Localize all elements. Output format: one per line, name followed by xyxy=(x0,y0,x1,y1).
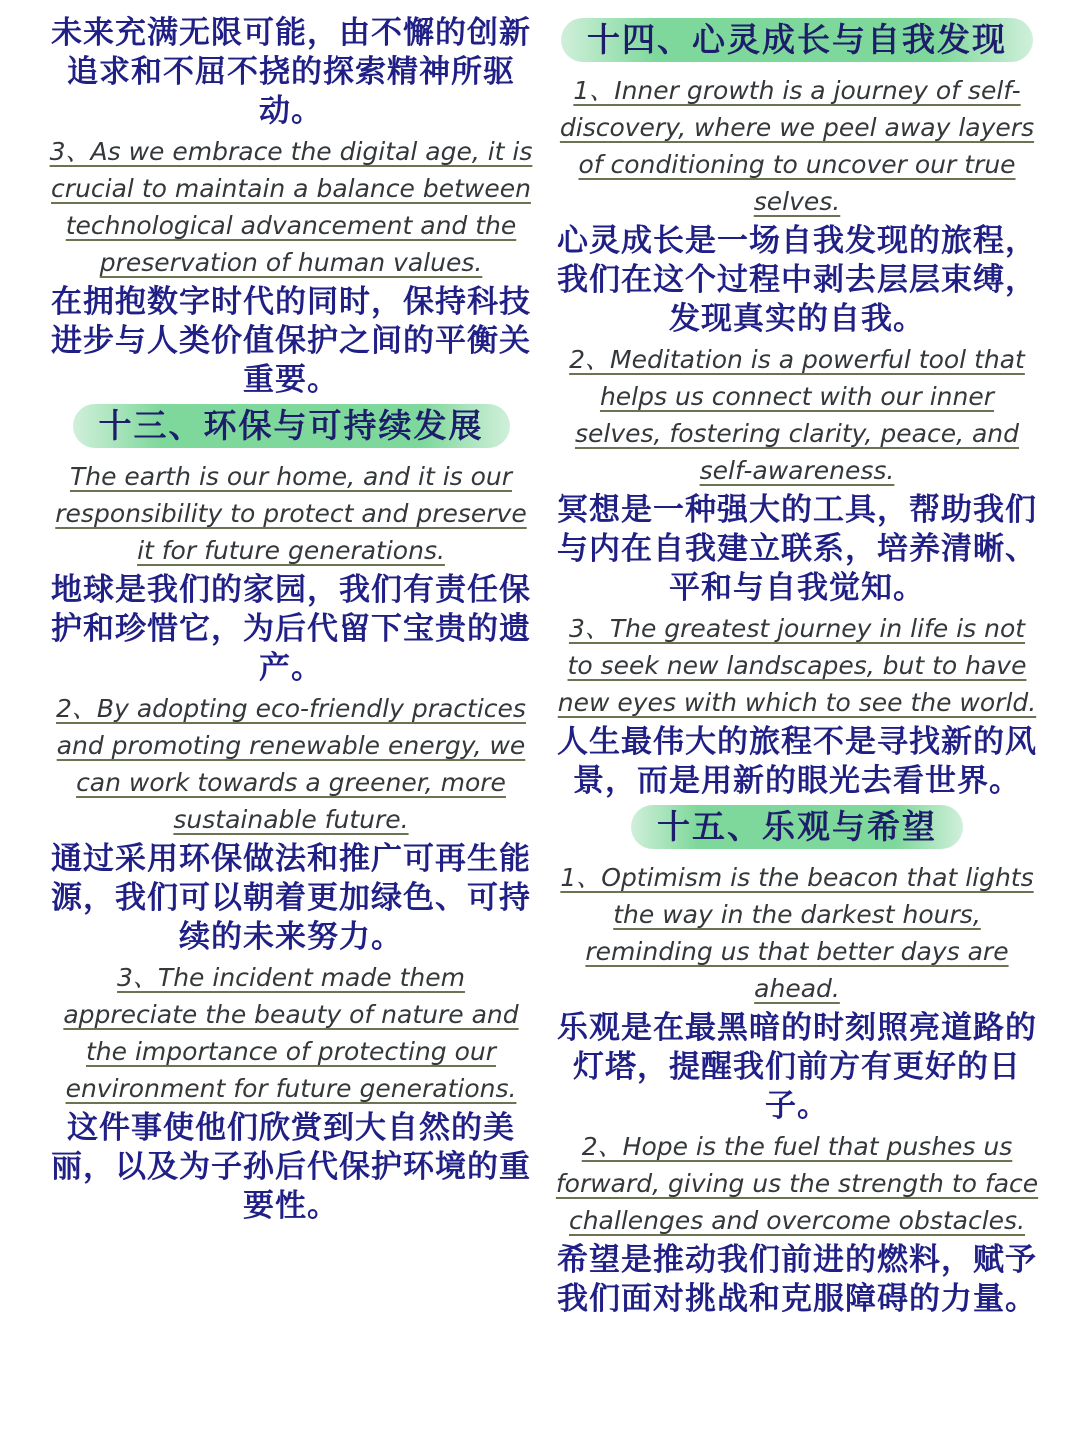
intro-chinese: 未来充满无限可能，由不懈的创新追求和不屈不挠的探索精神所驱动。 xyxy=(51,15,531,129)
section13-item2-chinese: 通过采用环保做法和推广可再生能源，我们可以朝着更加绿色、可持续的未来努力。 xyxy=(51,841,531,955)
section15-item1-english: 1、Optimism is the beacon that lights the way in the darkest hours, reminding us that better days are ahead. xyxy=(560,863,1034,1003)
section14-heading-wrap xyxy=(554,18,1040,62)
section14-item2-english: 2、Meditation is a powerful tool that helps us connect with our inner selves, fostering clarity, peace, and self-awareness. xyxy=(569,345,1025,485)
section12-item3-english: 3、As we embrace the digital age, it is crucial to maintain a balance between technological advancement and the preservation of human values. xyxy=(49,137,533,277)
section14-item1-chinese: 心灵成长是一场自我发现的旅程，我们在这个过程中剥去层层束缚，发现真实的自我。 xyxy=(557,223,1037,337)
section14-item1-english: 1、Inner growth is a journey of self-discovery, where we peel away layers of conditioning to uncover our true selves. xyxy=(559,76,1035,216)
section14-item2-chinese: 冥想是一种强大的工具，帮助我们与内在自我建立联系，培养清晰、平和与自我觉知。 xyxy=(557,492,1037,606)
section13-item1-english: The earth is our home, and it is our responsibility to protect and preserve it for future generations. xyxy=(55,462,527,565)
section14-item3-english: 3、The greatest journey in life is not to seek new landscapes, but to have new eyes with which to see the world. xyxy=(557,614,1037,717)
section13-heading: 十三、环保与可持续发展 xyxy=(73,404,510,448)
left-column xyxy=(48,14,534,1228)
section12-item3-chinese: 在拥抱数字时代的同时，保持科技进步与人类价值保护之间的平衡关重要。 xyxy=(51,284,531,398)
section15-item1-chinese: 乐观是在最黑暗的时刻照亮道路的灯塔，提醒我们前方有更好的日子。 xyxy=(557,1010,1037,1124)
section15-heading-wrap xyxy=(554,805,1040,849)
section15-heading: 十五、乐观与希望 xyxy=(631,805,963,849)
section13-item3-english: 3、The incident made them appreciate the beauty of nature and the importance of protecting our environment for future generations. xyxy=(63,963,519,1103)
section15-item2-english: 2、Hope is the fuel that pushes us forward, giving us the strength to face challenges and overcome obstacles. xyxy=(555,1132,1039,1235)
section13-heading-wrap xyxy=(48,404,534,448)
section14-heading: 十四、心灵成长与自我发现 xyxy=(561,18,1033,62)
section13-item2-english: 2、By adopting eco-friendly practices and promoting renewable energy, we can work towards a greener, more sustainable future. xyxy=(56,694,526,834)
section15-item2-chinese: 希望是推动我们前进的燃料，赋予我们面对挑战和克服障碍的力量。 xyxy=(557,1242,1037,1317)
section13-item3-chinese: 这件事使他们欣赏到大自然的美丽，以及为子孙后代保护环境的重要性。 xyxy=(51,1110,531,1224)
right-column xyxy=(554,14,1040,1321)
section13-item1-chinese: 地球是我们的家园，我们有责任保护和珍惜它，为后代留下宝贵的遗产。 xyxy=(51,572,531,686)
section14-item3-chinese: 人生最伟大的旅程不是寻找新的风景，而是用新的眼光去看世界。 xyxy=(557,724,1037,799)
